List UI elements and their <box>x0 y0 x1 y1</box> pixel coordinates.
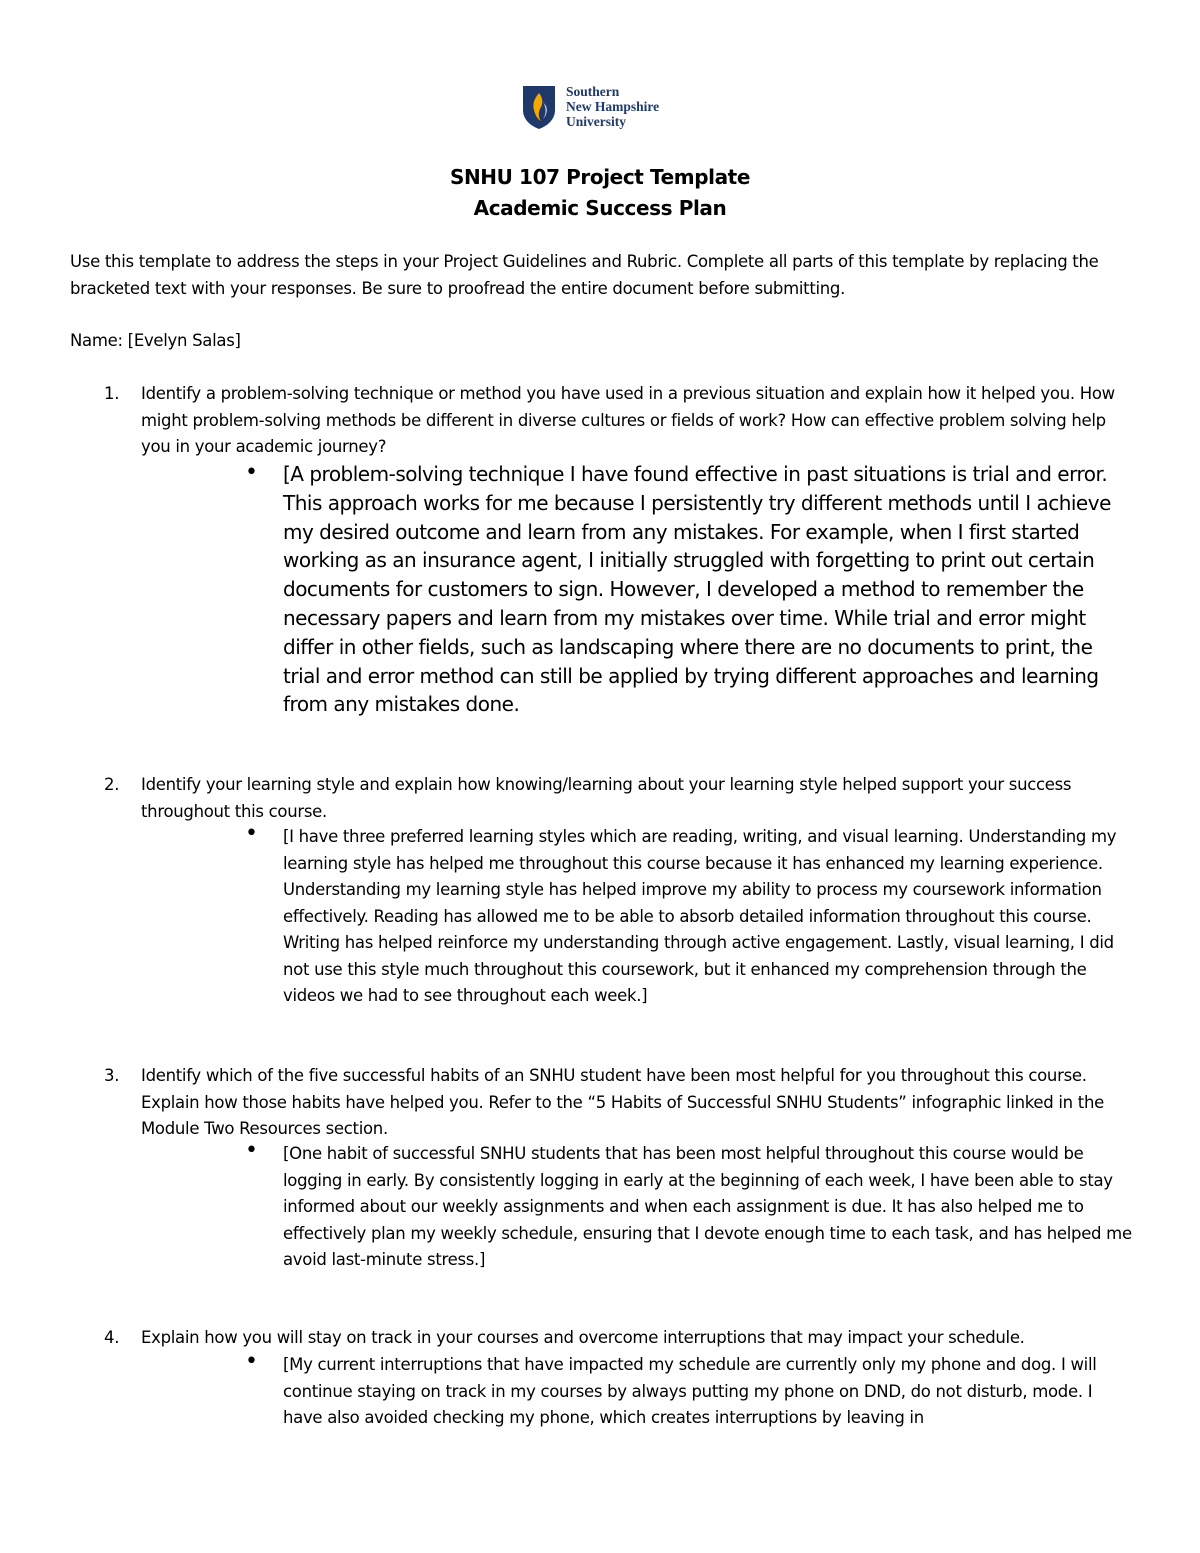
logo-line-1: Southern <box>566 84 620 99</box>
answer-bullet <box>245 1138 1133 1274</box>
answer-bullet <box>245 1349 1133 1432</box>
bullet-icon: • <box>245 460 258 485</box>
logo-wordmark <box>566 84 659 129</box>
bullet-icon: • <box>245 1349 258 1374</box>
snhu-logo <box>521 84 691 134</box>
bullet-icon: • <box>245 1138 258 1163</box>
question-prompt: Identify which of the five successful habits of an SNHU student have been most helpful for you throughout this course. Explain how those habits have helped you. Refer to the “5 Habits of Successful SNHU Students” infographic linked in the Module Two Resources section. <box>141 1066 1104 1138</box>
logo-line-2: New Hampshire <box>566 99 660 114</box>
document-title: SNHU 107 Project Template <box>449 165 751 189</box>
question-item <box>70 1325 1140 1352</box>
shield-flame-icon <box>521 84 557 130</box>
question-number: 2. <box>104 775 120 794</box>
question-number: 4. <box>104 1328 120 1347</box>
answer-text: [My current interruptions that have impacted my schedule are currently only my phone and dog. I will continue staying on track in my courses by always putting my phone on DND, do not disturb, mode. I have also avoided checking my phone, which creates interruptions by leaving in <box>283 1355 1097 1427</box>
answer-text: [One habit of successful SNHU students that has been most helpful throughout this course would be logging in early. By consistently logging in early at the beginning of each week, I have been able to stay informed about our weekly assignments and when each assignment is due. It has also helped me to effectively plan my weekly schedule, ensuring that I devote enough time to each task, and has helped me avoid last-minute stress.] <box>283 1144 1132 1269</box>
question-prompt: Explain how you will stay on track in your courses and overcome interruptions that may impact your schedule. <box>141 1328 1025 1347</box>
question-prompt: Identify a problem-solving technique or method you have used in a previous situation and explain how it helped you. How might problem-solving methods be different in diverse cultures or fields of work? How can effective problem solving help you in your academic journey? <box>141 384 1115 456</box>
question-number: 1. <box>104 384 120 403</box>
answer-text: [A problem-solving technique I have found effective in past situations is trial and error. This approach works for me because I persistently try different methods until I achieve my desired outcome and learn from any mistakes. For example, when I first started working as an insurance agent, I initially struggled with forgetting to print out certain documents for customers to sign. However, I developed a method to remember the necessary papers and learn from my mistakes over time. While trial and error might differ in other fields, such as landscaping where there are no documents to print, the trial and error method can still be applied by trying different approaches and learning from any mistakes done. <box>283 462 1111 717</box>
instructions-paragraph: Use this template to address the steps in your Project Guidelines and Rubric. Complete all parts of this template by replacing the bracketed text with your responses. Be sure to proofread the entire document before submitting. <box>70 252 1099 298</box>
answer-text: [I have three preferred learning styles which are reading, writing, and visual learning. Understanding my learning style has helped me throughout this course because it has enhanced my learning experience. Understanding my learning style has helped improve my ability to process my coursework information effectively. Reading has allowed me to be able to absorb detailed information throughout this course. Writing has helped reinforce my understanding through active engagement. Lastly, visual learning, I did not use this style much throughout this coursework, but it enhanced my comprehension through the videos we had to see throughout each week.] <box>283 827 1117 1005</box>
logo-line-3: University <box>566 114 626 129</box>
question-item <box>70 772 1140 825</box>
question-prompt: Identify your learning style and explain how knowing/learning about your learning style helped support your success throughout this course. <box>141 775 1072 821</box>
question-item <box>70 1063 1140 1143</box>
document-subtitle: Academic Success Plan <box>473 196 727 220</box>
answer-bullet <box>245 821 1133 1010</box>
question-number: 3. <box>104 1066 120 1085</box>
student-name-line: Name: [Evelyn Salas] <box>70 331 241 350</box>
question-item <box>70 381 1140 461</box>
bullet-icon: • <box>245 821 258 846</box>
answer-bullet <box>245 460 1133 719</box>
